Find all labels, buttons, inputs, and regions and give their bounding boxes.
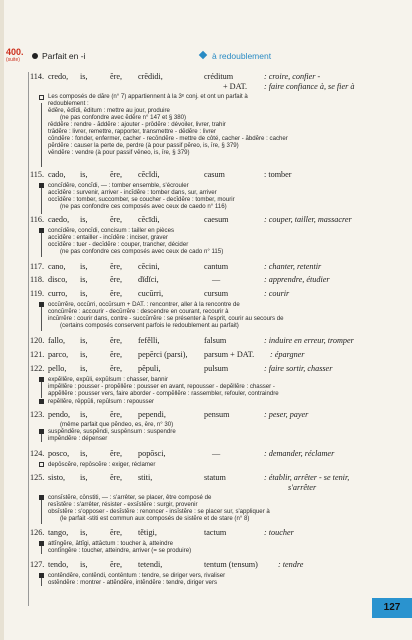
note-line: expĕllĕre, expŭli, expŭlsum : chasser, bannir [48,376,168,383]
entry-cell: ĕre, [110,528,123,537]
entry-cell: 127. [30,560,45,569]
note-line: rēddĕre : rendre - ăddĕre : ajouter - prōdĕre : dévoiler, livrer, trahir [48,121,226,128]
entry-cell: + DAT. [223,82,248,91]
entry-cell: tetendi, [138,560,163,569]
entry-cell: cado, [48,170,66,179]
entry-cell: pĕpuli, [138,364,161,373]
note-line: accĭdĕre : survenir, arriver - incĭdĕre : tomber dans, sur, arriver [48,189,217,196]
entry-cell: : tomber [264,170,292,179]
entry-cell: tango, [48,528,69,537]
entry-cell: curro, [48,289,68,298]
entry-cell: is, [80,364,88,373]
note-line: concĭdĕre, concĭdi, — : tomber ensemble, s'écrouler [48,182,189,189]
entry-cell: is, [80,410,88,419]
entry-cell: 119. [30,289,45,298]
note-line: (le parfait -stiti est commun aux composés de sistĕre et de stare (n° 8) [60,515,250,522]
note-line: depōscĕre, repōscĕre : exiger, réclamer [48,461,156,468]
entry-cell: caedo, [48,215,70,224]
entry-cell: credo, [48,72,69,81]
entry-cell: fallo, [48,336,66,345]
entry-cell: ĕre, [110,170,123,179]
note-line: consĭstĕre, cōnstiti, — : s'arrêter, se placer, être composé de [48,494,212,501]
entry-cell: : faire confiance à, se fier à [264,82,355,91]
entry-cell: — [212,449,221,458]
entry-cell: dĭdĭci, [138,275,159,284]
entry-cell: ĕre, [110,364,123,373]
page-edge [0,0,4,640]
entry-cell: fefělli, [138,336,160,345]
note-line: (ne pas confondre ces composés avec ceux de caedo n° 116) [60,203,227,210]
entry-cell: pulsum [204,364,229,373]
entry-cell: is, [80,275,88,284]
entry-cell: : couper, tailler, massacrer [264,215,352,224]
page-header [0,46,412,66]
entry-cell: pello, [48,364,67,373]
entry-cell: is, [80,289,88,298]
entry-cell: stiti, [138,473,153,482]
entry-cell: parco, [48,350,69,359]
note-line: ēdĕre, ēdĭdi, ēditum : mettre au jour, produire [48,107,170,114]
entry-cell: 123. [30,410,45,419]
entry-cell: is, [80,170,88,179]
entry-cell: sisto, [48,473,66,482]
bullet-icon [32,53,38,59]
entry-cell: ĕre, [110,473,123,482]
entry-cell: pepērci (parsi), [138,350,188,359]
note-line: pĕrdĕre : causer la perte de, perdre (à pour passif pĕreo, is, īre, § 379) [48,142,239,149]
note-line: accīdĕre : entailler - incīdĕre : inciser, graver [48,234,168,241]
entry-cell: 115. [30,170,45,179]
entry-cell: : épargner [270,350,305,359]
entry-cell: falsum [204,336,227,345]
entry-cell: tendo, [48,560,69,569]
entry-cell: : chanter, retentir [264,262,322,271]
note-line: concīdĕre, concīdi, concisum : tailler en pièces [48,227,174,234]
group-bar [41,188,42,214]
note-line: trādĕre : livrer, remettre, rapporter, transmettre - dēdĕre : livrer [48,128,216,135]
entry-cell: tactum [204,528,227,537]
entry-cell: is, [80,473,88,482]
entry-cell: 118. [30,275,45,284]
entry-cell: 126. [30,528,45,537]
entry-cell: is, [80,560,88,569]
entry-cell: ĕre, [110,336,123,345]
entry-cell: : croire, confier - [264,72,321,81]
entry-cell: 121. [30,350,45,359]
note-line: occĭdĕre : tomber, succomber, se coucher - decĭdĕre : tomber, mourir [48,196,235,203]
entry-cell: : établir, arrêter - se tenir, [264,473,350,482]
note-line: suspĕndĕre, suspĕndi, suspēnsum : suspendre [48,428,176,435]
entry-cell: ĕre, [110,72,123,81]
note-line: (ne pas confondre ces composés avec ceux de cado n° 115) [60,248,224,255]
entry-cell: : tendre [278,560,304,569]
square-icon [39,399,44,404]
note-line: (ne pas confondre avec ĕdĕre n° 147 et § 380) [60,114,187,121]
entry-cell: pependi, [138,410,166,419]
entry-cell: 122. [30,364,45,373]
entry-cell: is, [80,336,88,345]
entry-cell: ĕre, [110,215,123,224]
note-line: impĕndĕre : dépenser [48,435,108,442]
entry-cell: cĕcini, [138,262,160,271]
right-heading: à redoublement [200,51,271,61]
entry-cell: ĕre, [110,350,123,359]
entry-cell: popōsci, [138,449,166,458]
empty-square-icon [39,462,44,467]
entry-cell: posco, [48,449,70,458]
entry-cell: 120. [30,336,45,345]
entry-cell: is, [80,215,88,224]
entry-cell: : apprendre, étudier [264,275,330,284]
entry-cell: ĕre, [110,275,123,284]
entry-cell: 117. [30,262,45,271]
entry-cell: 125. [30,473,45,482]
note-line: impĕllĕre : pousser - propĕllĕre : pousser en avant, repousser - depĕllĕre : chasser - [48,383,275,390]
entry-cell: : faire sortir, chasser [264,364,333,373]
note-line: cōndĕre : fonder, enfermer, cacher - recōndĕre - mettre de côté, cacher - ăbdĕre : cacher [48,135,288,142]
note-line: contĕndĕre, contĕndi, contēntum : tendre, se diriger vers, rivaliser [48,572,226,579]
note-line: Les composés de dăre (n° 7) appartiennent à la 3ᵉ conj. et ont un parfait à [48,93,248,100]
entry-cell: s'arrêter [288,483,317,492]
group-bar [41,307,42,331]
entry-cell: pensum [204,410,230,419]
entry-cell: statum [204,473,226,482]
entry-cell: casum [204,170,225,179]
note-line: attĭngĕre, āttĭgi, attāctum : toucher à, atteindre [48,540,173,547]
entry-cell: cantum [204,262,229,271]
note-line: concŭrrĕre : accourir - decŭrrĕre : descendre en courant, recourir à [48,308,229,315]
entry-cell: ĕre, [110,262,123,271]
group-bar [41,103,42,167]
note-line: (même parfait que pĕndeo, es, ēre, n° 30) [60,421,174,428]
entry-cell: ĕre, [110,560,123,569]
entry-cell: cĕcīdi, [138,215,160,224]
entry-cell: ĕre, [110,289,123,298]
entry-cell: cursum [204,289,229,298]
entry-cell: cano, [48,262,66,271]
entry-cell: crēdidi, [138,72,163,81]
entry-cell: is, [80,72,88,81]
entry-cell: cucūrri, [138,289,164,298]
diamond-icon [199,51,207,59]
entry-cell: tětigi, [138,528,157,537]
note-line: vēndĕre : vendre (à pour passif vēneo, is, īre, § 379) [48,149,190,156]
entry-cell: 124. [30,449,45,458]
entry-cell: : demander, réclamer [264,449,335,458]
group-bar [41,578,42,586]
entry-cell: pendo, [48,410,71,419]
note-line: incŭrrĕre : courir dans, contre - succŭrrĕre : se présenter à l'esprit, courir au secours de [48,315,284,322]
margin-rule [28,72,29,606]
note-line: appĕllĕre : pousser vers, faire aborder - compĕllĕre : rassembler, refouler, contraindre [48,390,279,397]
entry-cell: : induire en erreur, tromper [264,336,354,345]
entry-cell: ĕre, [110,410,123,419]
entry-cell: tentum (tensum) [204,560,258,569]
entry-cell: cĕcĭdi, [138,170,160,179]
section-number: 400. (suite) [6,47,24,63]
note-line: occŭrrĕre, occŭrri, occŭrsum + DAT. : rencontrer, aller à la rencontre de [48,301,240,308]
empty-square-icon [39,95,44,100]
entry-cell: is, [80,350,88,359]
note-line: obsĭstĕre : s'opposer - desĭstĕre : renoncer - insĭstĕre : se placer sur, s'appliquer à [48,508,270,515]
entry-cell: disco, [48,275,68,284]
group-bar [41,500,42,524]
entry-cell: parsum + DAT. [204,350,255,359]
left-heading: Parfait en -i [32,51,85,61]
entry-cell: caesum [204,215,229,224]
entry-cell: — [212,275,221,284]
note-line: (certains composés conservent parfois le redoublement au parfait) [60,322,239,329]
note-line: redoublement : [48,100,89,107]
entry-cell: : courir [264,289,290,298]
group-bar [41,434,42,442]
group-bar [41,233,42,257]
entry-cell: ĕre, [110,449,123,458]
entry-cell: : toucher [264,528,294,537]
entry-cell: 116. [30,215,45,224]
group-bar [41,546,42,554]
entry-cell: créditum [204,72,234,81]
note-line: ostĕndĕre : montrer - attĕndĕre, intĕndĕre : tendre, diriger vers [48,579,218,586]
group-bar [41,382,42,398]
entry-cell: is, [80,528,88,537]
note-line: resĭstĕre : s'arrêter, résister - exsĭstĕre : surgir, provenir [48,501,198,508]
entry-cell: is, [80,449,88,458]
entry-cell: : peser, payer [264,410,309,419]
entry-cell: is, [80,262,88,271]
entry-cell: 114. [30,72,45,81]
page-number-badge: 127 [372,598,412,618]
note-line: repĕllĕre, rēppŭli, repŭlsum : repousser [48,398,155,405]
note-line: occīdĕre : tuer - decīdĕre : couper, trancher, décider [48,241,189,248]
note-line: contĭngĕre : toucher, atteindre, arriver (= se produire) [48,547,192,554]
